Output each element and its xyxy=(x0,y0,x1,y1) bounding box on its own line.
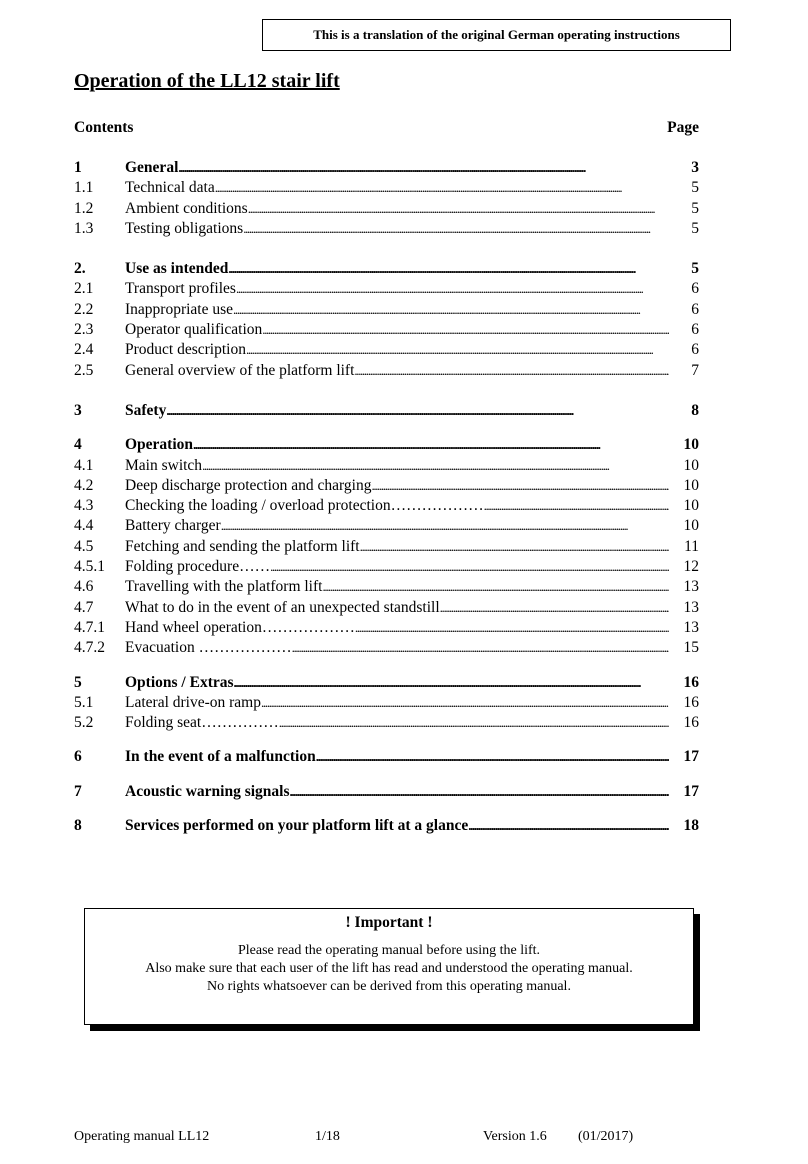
toc-spacer xyxy=(74,382,699,402)
toc-entry-label: Battery charger xyxy=(125,517,221,535)
toc-entry-label: Fetching and sending the platform lift xyxy=(125,537,360,555)
toc-entry-page: 10 xyxy=(683,436,699,454)
toc-entry[interactable] xyxy=(74,817,699,837)
toc-entry-label: Travelling with the platform lift xyxy=(125,578,323,596)
toc-entry-label: Operator qualification xyxy=(125,321,263,339)
toc-entry-page: 11 xyxy=(684,537,699,555)
toc-leader-dots xyxy=(468,817,669,835)
toc-entry-label: Folding procedure…… xyxy=(125,558,271,576)
toc-spacer xyxy=(74,803,699,817)
toc-entry-page: 10 xyxy=(683,456,699,474)
important-line: No rights whatsoever can be derived from this operating manual. xyxy=(207,979,571,994)
toc-leader-dots xyxy=(355,619,669,637)
toc-entry[interactable] xyxy=(74,497,699,517)
toc-leader-dots xyxy=(270,558,669,576)
toc-entry-label: Use as intended xyxy=(125,260,229,278)
toc-entry-number: 4.5.1 xyxy=(74,558,105,576)
toc-entry-number: 5.2 xyxy=(74,714,94,732)
toc-entry[interactable] xyxy=(74,280,699,300)
toc-entry-label: Inappropriate use xyxy=(125,300,234,318)
toc-leader-dots xyxy=(360,538,669,556)
important-line: Please read the operating manual before using the lift. xyxy=(237,943,541,958)
toc-entry-page: 13 xyxy=(683,618,699,636)
important-notice-box xyxy=(84,908,694,1025)
toc-leader-dots xyxy=(354,362,669,380)
toc-entry-page: 16 xyxy=(683,714,699,732)
toc-leader-dots xyxy=(215,179,669,197)
toc-entry[interactable] xyxy=(74,402,699,422)
toc-entry-page: 6 xyxy=(691,300,699,318)
toc-entry-page: 17 xyxy=(683,782,699,800)
toc-entry-number: 2.3 xyxy=(74,321,94,339)
toc-entry[interactable] xyxy=(74,748,699,768)
toc-entry-number: 4.5 xyxy=(74,537,94,555)
toc-leader-dots xyxy=(484,497,669,515)
toc-entry[interactable] xyxy=(74,538,699,558)
toc-entry[interactable] xyxy=(74,558,699,578)
toc-leader-dots xyxy=(202,457,669,475)
toc-entry[interactable] xyxy=(74,477,699,497)
toc-entry-page: 5 xyxy=(691,199,699,217)
toc-leader-dots xyxy=(316,748,669,766)
important-heading: ! Important ! xyxy=(345,914,433,931)
toc-entry-label: Product description xyxy=(125,341,246,359)
toc-leader-dots xyxy=(246,341,669,359)
toc-entry[interactable] xyxy=(74,220,699,240)
footer-page-number: 1/18 xyxy=(315,1129,340,1144)
toc-leader-dots xyxy=(371,477,669,495)
toc-entry-page: 10 xyxy=(683,476,699,494)
toc-leader-dots xyxy=(248,200,669,218)
toc-entry-label: Evacuation ……………… xyxy=(125,639,292,657)
toc-entry[interactable] xyxy=(74,674,699,694)
toc-entry-page: 3 xyxy=(691,159,699,176)
toc-entry-label: Lateral drive-on ramp xyxy=(125,693,261,711)
toc-entry-page: 12 xyxy=(683,558,699,576)
toc-entry-number: 5.1 xyxy=(74,693,94,711)
toc-entry-page: 13 xyxy=(683,578,699,596)
footer-version: Version 1.6 xyxy=(483,1129,547,1144)
toc-entry[interactable] xyxy=(74,714,699,734)
toc-entry[interactable] xyxy=(74,694,699,714)
toc-leader-dots xyxy=(233,301,669,319)
toc-spacer xyxy=(74,240,699,260)
toc-entry-label: Testing obligations xyxy=(125,219,244,237)
important-line: Also make sure that each user of the lift has read and understood the operating manual. xyxy=(145,961,633,976)
toc-spacer xyxy=(74,769,699,783)
toc-entry[interactable] xyxy=(74,599,699,619)
toc-entry-page: 5 xyxy=(691,219,699,237)
toc-leader-dots xyxy=(221,517,669,535)
toc-entry-number: 2.5 xyxy=(74,361,94,379)
toc-entry-label: Services performed on your platform lift at a glance xyxy=(125,817,469,835)
toc-entry-number: 1.2 xyxy=(74,199,94,217)
toc-entry[interactable] xyxy=(74,619,699,639)
toc-entry-number: 4.7.2 xyxy=(74,639,105,657)
toc-entry-label: General overview of the platform lift xyxy=(125,361,355,379)
toc-entry-number: 4.4 xyxy=(74,517,94,535)
toc-entry-page: 10 xyxy=(683,517,699,535)
toc-leader-dots xyxy=(262,321,669,339)
toc-entry[interactable] xyxy=(74,301,699,321)
toc-entry-page: 13 xyxy=(683,598,699,616)
toc-entry[interactable] xyxy=(74,783,699,803)
toc-entry-number: 8 xyxy=(74,817,82,835)
toc-entry-page: 16 xyxy=(683,673,699,691)
toc-leader-dots xyxy=(279,714,669,732)
toc-entry-number: 4.1 xyxy=(74,456,94,474)
toc-entry-number: 1 xyxy=(74,159,82,176)
contents-header xyxy=(74,119,699,137)
toc-leader-dots xyxy=(166,402,669,420)
toc-entry-number: 4.6 xyxy=(74,578,94,596)
toc-entry-page: 8 xyxy=(691,401,699,419)
toc-entry-number: 5 xyxy=(74,673,82,691)
toc-leader-dots xyxy=(228,260,669,278)
table-of-contents xyxy=(74,159,699,837)
toc-entry-page: 16 xyxy=(683,693,699,711)
toc-leader-dots xyxy=(234,674,669,692)
toc-entry-page: 5 xyxy=(691,179,699,197)
toc-entry[interactable] xyxy=(74,639,699,659)
toc-entry[interactable] xyxy=(74,341,699,361)
toc-entry-page: 5 xyxy=(691,260,699,278)
toc-entry-label: General xyxy=(125,159,179,176)
contents-label: Contents xyxy=(74,119,134,136)
toc-leader-dots xyxy=(243,220,669,238)
toc-leader-dots xyxy=(193,436,669,454)
toc-leader-dots xyxy=(178,159,669,177)
toc-entry-number: 4 xyxy=(74,436,82,454)
toc-entry-number: 3 xyxy=(74,401,82,419)
toc-entry-number: 7 xyxy=(74,782,82,800)
toc-leader-dots xyxy=(236,280,669,298)
toc-entry[interactable] xyxy=(74,159,699,179)
toc-entry-number: 4.7.1 xyxy=(74,618,105,636)
toc-entry[interactable] xyxy=(74,179,699,199)
toc-leader-dots xyxy=(290,783,670,801)
toc-entry-number: 1.1 xyxy=(74,179,94,197)
toc-entry-label: Folding seat…………… xyxy=(125,714,279,732)
toc-entry-page: 18 xyxy=(683,817,699,835)
toc-entry-label: Operation xyxy=(125,436,194,454)
toc-entry-label: In the event of a malfunction xyxy=(125,748,316,766)
toc-entry-label: What to do in the event of an unexpected standstill xyxy=(125,598,440,616)
toc-entry-number: 2.2 xyxy=(74,300,94,318)
toc-entry-page: 6 xyxy=(691,321,699,339)
toc-entry-page: 10 xyxy=(683,497,699,515)
toc-entry-page: 7 xyxy=(691,361,699,379)
toc-spacer xyxy=(74,660,699,674)
toc-entry-number: 4.7 xyxy=(74,598,94,616)
toc-entry-label: Checking the loading / overload protection……………… xyxy=(125,497,484,515)
toc-entry-number: 4.3 xyxy=(74,497,94,515)
page-column-label: Page xyxy=(667,119,699,136)
toc-spacer xyxy=(74,422,699,436)
toc-entry-label: Acoustic warning signals xyxy=(125,782,290,800)
toc-entry[interactable] xyxy=(74,260,699,280)
toc-entry-page: 6 xyxy=(691,280,699,298)
toc-entry-number: 2.4 xyxy=(74,341,94,359)
toc-entry-label: Deep discharge protection and charging xyxy=(125,476,372,494)
toc-entry[interactable] xyxy=(74,362,699,382)
toc-entry[interactable] xyxy=(74,200,699,220)
toc-entry[interactable] xyxy=(74,321,699,341)
footer-date: (01/2017) xyxy=(578,1129,634,1144)
toc-entry-number: 6 xyxy=(74,748,82,766)
footer-document-name: Operating manual LL12 xyxy=(74,1129,210,1144)
toc-entry-label: Safety xyxy=(125,401,167,419)
toc-leader-dots xyxy=(322,578,669,596)
toc-entry-label: Options / Extras xyxy=(125,673,234,691)
toc-entry-number: 1.3 xyxy=(74,219,94,237)
toc-entry-label: Hand wheel operation……………… xyxy=(125,618,355,636)
toc-entry[interactable] xyxy=(74,436,699,456)
toc-entry-number: 4.2 xyxy=(74,476,94,494)
toc-entry-label: Technical data xyxy=(125,179,215,197)
toc-spacer xyxy=(74,734,699,748)
toc-entry-page: 17 xyxy=(683,748,699,766)
toc-entry-label: Ambient conditions xyxy=(125,199,248,217)
toc-entry-number: 2.1 xyxy=(74,280,94,298)
toc-entry[interactable] xyxy=(74,457,699,477)
translation-notice: This is a translation of the original German operating instructions xyxy=(262,19,731,51)
toc-entry-number: 2. xyxy=(74,260,86,278)
toc-entry-page: 15 xyxy=(683,639,699,657)
toc-entry-page: 6 xyxy=(691,341,699,359)
toc-leader-dots xyxy=(440,599,669,617)
page-title: Operation of the LL12 stair lift xyxy=(74,70,340,92)
toc-leader-dots xyxy=(261,694,669,712)
toc-entry-label: Transport profiles xyxy=(125,280,236,298)
toc-entry[interactable] xyxy=(74,517,699,537)
toc-entry-label: Main switch xyxy=(125,456,203,474)
toc-entry[interactable] xyxy=(74,578,699,598)
toc-leader-dots xyxy=(292,639,669,657)
